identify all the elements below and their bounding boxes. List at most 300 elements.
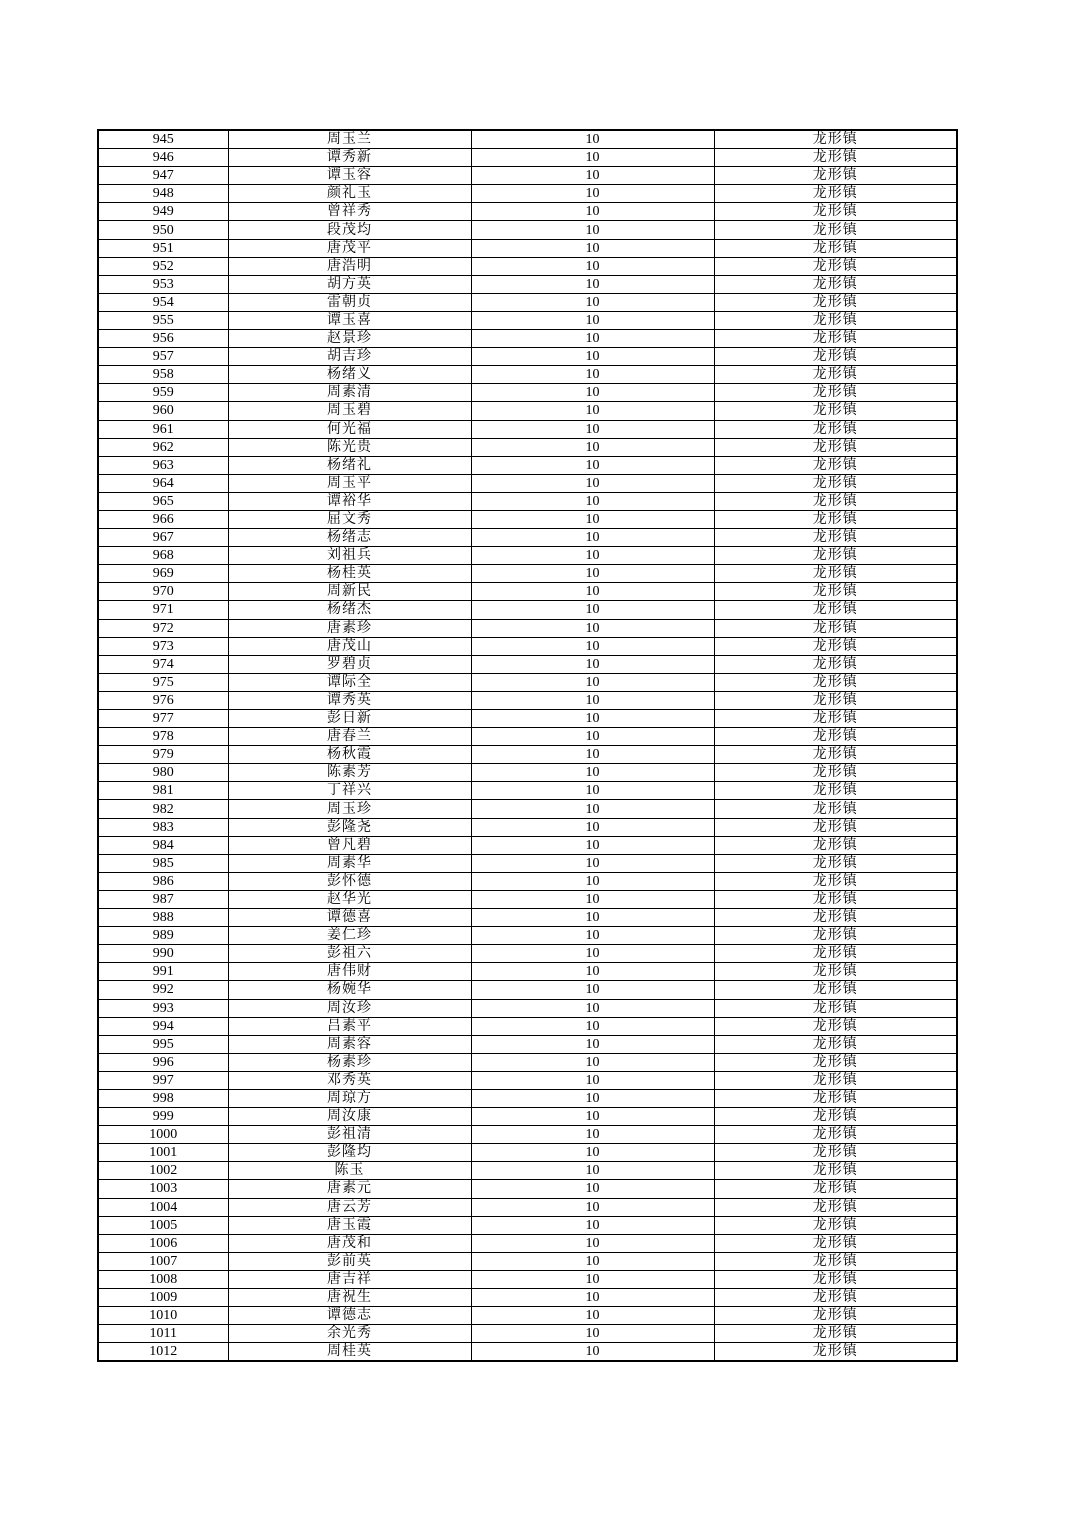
row-number-cell: 1005 — [98, 1216, 228, 1234]
town-cell: 龙形镇 — [714, 782, 957, 800]
table-row — [98, 185, 957, 203]
town-cell: 龙形镇 — [714, 1162, 957, 1180]
row-number-cell: 990 — [98, 945, 228, 963]
row-number-cell: 954 — [98, 293, 228, 311]
name-cell: 段茂均 — [228, 221, 471, 239]
table-row — [98, 872, 957, 890]
town-cell: 龙形镇 — [714, 601, 957, 619]
row-number-cell: 997 — [98, 1071, 228, 1089]
name-cell: 唐浩明 — [228, 257, 471, 275]
town-cell: 龙形镇 — [714, 981, 957, 999]
row-number-cell: 967 — [98, 529, 228, 547]
name-cell: 屈文秀 — [228, 510, 471, 528]
amount-cell: 10 — [471, 583, 714, 601]
amount-cell: 10 — [471, 1162, 714, 1180]
amount-cell: 10 — [471, 909, 714, 927]
amount-cell: 10 — [471, 655, 714, 673]
amount-cell: 10 — [471, 1216, 714, 1234]
row-number-cell: 948 — [98, 185, 228, 203]
name-cell: 杨绪志 — [228, 529, 471, 547]
town-cell: 龙形镇 — [714, 1289, 957, 1307]
table-row — [98, 1162, 957, 1180]
row-number-cell: 963 — [98, 456, 228, 474]
table-row — [98, 348, 957, 366]
row-number-cell: 1003 — [98, 1180, 228, 1198]
name-cell: 唐茂平 — [228, 239, 471, 257]
amount-cell: 10 — [471, 474, 714, 492]
amount-cell: 10 — [471, 782, 714, 800]
town-cell: 龙形镇 — [714, 239, 957, 257]
row-number-cell: 980 — [98, 764, 228, 782]
town-cell: 龙形镇 — [714, 456, 957, 474]
row-number-cell: 993 — [98, 999, 228, 1017]
row-number-cell: 982 — [98, 800, 228, 818]
table-row — [98, 529, 957, 547]
table-row — [98, 1343, 957, 1362]
name-cell: 胡吉珍 — [228, 348, 471, 366]
town-cell: 龙形镇 — [714, 1180, 957, 1198]
name-cell: 周汝康 — [228, 1108, 471, 1126]
name-cell: 周桂英 — [228, 1343, 471, 1362]
row-number-cell: 989 — [98, 927, 228, 945]
town-cell: 龙形镇 — [714, 1216, 957, 1234]
name-cell: 丁祥兴 — [228, 782, 471, 800]
table-row — [98, 1198, 957, 1216]
roster-table — [97, 129, 958, 1362]
table-row — [98, 1126, 957, 1144]
town-cell: 龙形镇 — [714, 547, 957, 565]
table-row — [98, 1180, 957, 1198]
amount-cell: 10 — [471, 945, 714, 963]
amount-cell: 10 — [471, 764, 714, 782]
row-number-cell: 965 — [98, 492, 228, 510]
row-number-cell: 991 — [98, 963, 228, 981]
amount-cell: 10 — [471, 999, 714, 1017]
amount-cell: 10 — [471, 1234, 714, 1252]
name-cell: 谭德志 — [228, 1307, 471, 1325]
amount-cell: 10 — [471, 601, 714, 619]
roster-table-body — [98, 130, 957, 1361]
row-number-cell: 985 — [98, 854, 228, 872]
town-cell: 龙形镇 — [714, 402, 957, 420]
table-row — [98, 637, 957, 655]
town-cell: 龙形镇 — [714, 257, 957, 275]
amount-cell: 10 — [471, 836, 714, 854]
amount-cell: 10 — [471, 529, 714, 547]
table-row — [98, 981, 957, 999]
town-cell: 龙形镇 — [714, 691, 957, 709]
amount-cell: 10 — [471, 1180, 714, 1198]
row-number-cell: 964 — [98, 474, 228, 492]
name-cell: 彭怀德 — [228, 872, 471, 890]
name-cell: 唐玉霞 — [228, 1216, 471, 1234]
table-row — [98, 293, 957, 311]
table-row — [98, 710, 957, 728]
table-row — [98, 257, 957, 275]
table-row — [98, 1108, 957, 1126]
town-cell: 龙形镇 — [714, 1108, 957, 1126]
amount-cell: 10 — [471, 456, 714, 474]
table-row — [98, 547, 957, 565]
table-row — [98, 311, 957, 329]
table-row — [98, 474, 957, 492]
town-cell: 龙形镇 — [714, 1053, 957, 1071]
name-cell: 陈光贵 — [228, 438, 471, 456]
town-cell: 龙形镇 — [714, 818, 957, 836]
table-row — [98, 691, 957, 709]
name-cell: 谭德喜 — [228, 909, 471, 927]
name-cell: 谭际全 — [228, 673, 471, 691]
name-cell: 杨桂英 — [228, 565, 471, 583]
name-cell: 唐春兰 — [228, 728, 471, 746]
town-cell: 龙形镇 — [714, 728, 957, 746]
name-cell: 曾祥秀 — [228, 203, 471, 221]
town-cell: 龙形镇 — [714, 909, 957, 927]
name-cell: 唐茂和 — [228, 1234, 471, 1252]
name-cell: 唐茂山 — [228, 637, 471, 655]
town-cell: 龙形镇 — [714, 836, 957, 854]
town-cell: 龙形镇 — [714, 746, 957, 764]
row-number-cell: 950 — [98, 221, 228, 239]
name-cell: 姜仁珍 — [228, 927, 471, 945]
row-number-cell: 959 — [98, 384, 228, 402]
amount-cell: 10 — [471, 1289, 714, 1307]
amount-cell: 10 — [471, 130, 714, 149]
name-cell: 彭祖清 — [228, 1126, 471, 1144]
name-cell: 罗碧贞 — [228, 655, 471, 673]
table-row — [98, 601, 957, 619]
row-number-cell: 987 — [98, 890, 228, 908]
town-cell: 龙形镇 — [714, 221, 957, 239]
row-number-cell: 981 — [98, 782, 228, 800]
town-cell: 龙形镇 — [714, 1017, 957, 1035]
table-row — [98, 945, 957, 963]
row-number-cell: 1012 — [98, 1343, 228, 1362]
name-cell: 唐吉祥 — [228, 1270, 471, 1288]
table-row — [98, 999, 957, 1017]
amount-cell: 10 — [471, 1017, 714, 1035]
town-cell: 龙形镇 — [714, 330, 957, 348]
row-number-cell: 970 — [98, 583, 228, 601]
row-number-cell: 988 — [98, 909, 228, 927]
row-number-cell: 971 — [98, 601, 228, 619]
name-cell: 谭玉喜 — [228, 311, 471, 329]
table-row — [98, 149, 957, 167]
name-cell: 彭隆尧 — [228, 818, 471, 836]
table-row — [98, 384, 957, 402]
town-cell: 龙形镇 — [714, 529, 957, 547]
town-cell: 龙形镇 — [714, 348, 957, 366]
town-cell: 龙形镇 — [714, 927, 957, 945]
table-row — [98, 854, 957, 872]
row-number-cell: 979 — [98, 746, 228, 764]
table-row — [98, 782, 957, 800]
row-number-cell: 983 — [98, 818, 228, 836]
town-cell: 龙形镇 — [714, 130, 957, 149]
amount-cell: 10 — [471, 1144, 714, 1162]
name-cell: 周素华 — [228, 854, 471, 872]
name-cell: 陈玉 — [228, 1162, 471, 1180]
row-number-cell: 976 — [98, 691, 228, 709]
amount-cell: 10 — [471, 492, 714, 510]
amount-cell: 10 — [471, 1270, 714, 1288]
name-cell: 周玉碧 — [228, 402, 471, 420]
amount-cell: 10 — [471, 510, 714, 528]
amount-cell: 10 — [471, 257, 714, 275]
amount-cell: 10 — [471, 330, 714, 348]
table-row — [98, 438, 957, 456]
row-number-cell: 949 — [98, 203, 228, 221]
amount-cell: 10 — [471, 981, 714, 999]
table-row — [98, 1234, 957, 1252]
town-cell: 龙形镇 — [714, 492, 957, 510]
amount-cell: 10 — [471, 293, 714, 311]
row-number-cell: 998 — [98, 1089, 228, 1107]
row-number-cell: 951 — [98, 239, 228, 257]
town-cell: 龙形镇 — [714, 872, 957, 890]
amount-cell: 10 — [471, 691, 714, 709]
name-cell: 唐伟财 — [228, 963, 471, 981]
town-cell: 龙形镇 — [714, 510, 957, 528]
row-number-cell: 1007 — [98, 1252, 228, 1270]
row-number-cell: 953 — [98, 275, 228, 293]
table-row — [98, 1089, 957, 1107]
name-cell: 陈素芳 — [228, 764, 471, 782]
row-number-cell: 1010 — [98, 1307, 228, 1325]
amount-cell: 10 — [471, 438, 714, 456]
town-cell: 龙形镇 — [714, 890, 957, 908]
amount-cell: 10 — [471, 185, 714, 203]
table-row — [98, 583, 957, 601]
town-cell: 龙形镇 — [714, 1126, 957, 1144]
name-cell: 彭前英 — [228, 1252, 471, 1270]
town-cell: 龙形镇 — [714, 565, 957, 583]
town-cell: 龙形镇 — [714, 655, 957, 673]
name-cell: 何光福 — [228, 420, 471, 438]
town-cell: 龙形镇 — [714, 583, 957, 601]
row-number-cell: 999 — [98, 1108, 228, 1126]
town-cell: 龙形镇 — [714, 1071, 957, 1089]
name-cell: 刘祖兵 — [228, 547, 471, 565]
name-cell: 周素清 — [228, 384, 471, 402]
town-cell: 龙形镇 — [714, 1307, 957, 1325]
amount-cell: 10 — [471, 1198, 714, 1216]
town-cell: 龙形镇 — [714, 420, 957, 438]
table-row — [98, 167, 957, 185]
table-row — [98, 1144, 957, 1162]
table-row — [98, 963, 957, 981]
row-number-cell: 969 — [98, 565, 228, 583]
name-cell: 彭日新 — [228, 710, 471, 728]
amount-cell: 10 — [471, 275, 714, 293]
row-number-cell: 978 — [98, 728, 228, 746]
amount-cell: 10 — [471, 203, 714, 221]
name-cell: 谭秀英 — [228, 691, 471, 709]
table-row — [98, 1307, 957, 1325]
table-row — [98, 330, 957, 348]
row-number-cell: 992 — [98, 981, 228, 999]
name-cell: 杨素珍 — [228, 1053, 471, 1071]
table-row — [98, 800, 957, 818]
amount-cell: 10 — [471, 890, 714, 908]
town-cell: 龙形镇 — [714, 673, 957, 691]
name-cell: 杨秋霞 — [228, 746, 471, 764]
town-cell: 龙形镇 — [714, 438, 957, 456]
amount-cell: 10 — [471, 1252, 714, 1270]
town-cell: 龙形镇 — [714, 1270, 957, 1288]
row-number-cell: 955 — [98, 311, 228, 329]
row-number-cell: 974 — [98, 655, 228, 673]
town-cell: 龙形镇 — [714, 945, 957, 963]
name-cell: 邓秀英 — [228, 1071, 471, 1089]
row-number-cell: 956 — [98, 330, 228, 348]
town-cell: 龙形镇 — [714, 185, 957, 203]
row-number-cell: 975 — [98, 673, 228, 691]
town-cell: 龙形镇 — [714, 1325, 957, 1343]
name-cell: 谭裕华 — [228, 492, 471, 510]
row-number-cell: 973 — [98, 637, 228, 655]
row-number-cell: 947 — [98, 167, 228, 185]
row-number-cell: 952 — [98, 257, 228, 275]
amount-cell: 10 — [471, 1071, 714, 1089]
amount-cell: 10 — [471, 402, 714, 420]
table-row — [98, 221, 957, 239]
amount-cell: 10 — [471, 637, 714, 655]
table-row — [98, 1252, 957, 1270]
row-number-cell: 1006 — [98, 1234, 228, 1252]
name-cell: 周玉平 — [228, 474, 471, 492]
amount-cell: 10 — [471, 1089, 714, 1107]
name-cell: 雷朝贞 — [228, 293, 471, 311]
amount-cell: 10 — [471, 673, 714, 691]
row-number-cell: 972 — [98, 619, 228, 637]
row-number-cell: 977 — [98, 710, 228, 728]
name-cell: 周玉兰 — [228, 130, 471, 149]
row-number-cell: 1002 — [98, 1162, 228, 1180]
amount-cell: 10 — [471, 963, 714, 981]
row-number-cell: 960 — [98, 402, 228, 420]
amount-cell: 10 — [471, 1343, 714, 1362]
row-number-cell: 945 — [98, 130, 228, 149]
amount-cell: 10 — [471, 420, 714, 438]
table-row — [98, 420, 957, 438]
amount-cell: 10 — [471, 366, 714, 384]
town-cell: 龙形镇 — [714, 167, 957, 185]
amount-cell: 10 — [471, 872, 714, 890]
town-cell: 龙形镇 — [714, 203, 957, 221]
town-cell: 龙形镇 — [714, 999, 957, 1017]
row-number-cell: 946 — [98, 149, 228, 167]
amount-cell: 10 — [471, 1325, 714, 1343]
table-row — [98, 818, 957, 836]
table-row — [98, 927, 957, 945]
name-cell: 周玉珍 — [228, 800, 471, 818]
table-row — [98, 619, 957, 637]
town-cell: 龙形镇 — [714, 1035, 957, 1053]
row-number-cell: 957 — [98, 348, 228, 366]
amount-cell: 10 — [471, 854, 714, 872]
table-row — [98, 1035, 957, 1053]
table-row — [98, 203, 957, 221]
name-cell: 唐祝生 — [228, 1289, 471, 1307]
row-number-cell: 984 — [98, 836, 228, 854]
name-cell: 杨绪义 — [228, 366, 471, 384]
row-number-cell: 962 — [98, 438, 228, 456]
table-row — [98, 239, 957, 257]
town-cell: 龙形镇 — [714, 311, 957, 329]
town-cell: 龙形镇 — [714, 384, 957, 402]
table-row — [98, 728, 957, 746]
table-row — [98, 402, 957, 420]
table-row — [98, 1325, 957, 1343]
row-number-cell: 966 — [98, 510, 228, 528]
name-cell: 唐素珍 — [228, 619, 471, 637]
table-row — [98, 130, 957, 149]
amount-cell: 10 — [471, 619, 714, 637]
amount-cell: 10 — [471, 221, 714, 239]
town-cell: 龙形镇 — [714, 474, 957, 492]
town-cell: 龙形镇 — [714, 1343, 957, 1362]
town-cell: 龙形镇 — [714, 619, 957, 637]
name-cell: 周素容 — [228, 1035, 471, 1053]
row-number-cell: 1009 — [98, 1289, 228, 1307]
name-cell: 杨绪杰 — [228, 601, 471, 619]
name-cell: 杨绪礼 — [228, 456, 471, 474]
town-cell: 龙形镇 — [714, 1144, 957, 1162]
town-cell: 龙形镇 — [714, 1234, 957, 1252]
table-row — [98, 655, 957, 673]
name-cell: 唐素元 — [228, 1180, 471, 1198]
town-cell: 龙形镇 — [714, 1089, 957, 1107]
table-row — [98, 1071, 957, 1089]
table-row — [98, 746, 957, 764]
amount-cell: 10 — [471, 348, 714, 366]
row-number-cell: 1004 — [98, 1198, 228, 1216]
row-number-cell: 986 — [98, 872, 228, 890]
amount-cell: 10 — [471, 239, 714, 257]
amount-cell: 10 — [471, 311, 714, 329]
table-row — [98, 1053, 957, 1071]
town-cell: 龙形镇 — [714, 963, 957, 981]
amount-cell: 10 — [471, 565, 714, 583]
amount-cell: 10 — [471, 818, 714, 836]
table-row — [98, 366, 957, 384]
town-cell: 龙形镇 — [714, 366, 957, 384]
table-row — [98, 1289, 957, 1307]
table-row — [98, 1216, 957, 1234]
name-cell: 彭隆均 — [228, 1144, 471, 1162]
table-row — [98, 764, 957, 782]
town-cell: 龙形镇 — [714, 800, 957, 818]
name-cell: 谭秀新 — [228, 149, 471, 167]
name-cell: 曾凡碧 — [228, 836, 471, 854]
amount-cell: 10 — [471, 1053, 714, 1071]
town-cell: 龙形镇 — [714, 1198, 957, 1216]
name-cell: 杨婉华 — [228, 981, 471, 999]
row-number-cell: 968 — [98, 547, 228, 565]
name-cell: 唐云芳 — [228, 1198, 471, 1216]
amount-cell: 10 — [471, 728, 714, 746]
table-row — [98, 1017, 957, 1035]
table-row — [98, 275, 957, 293]
amount-cell: 10 — [471, 746, 714, 764]
town-cell: 龙形镇 — [714, 275, 957, 293]
row-number-cell: 1008 — [98, 1270, 228, 1288]
name-cell: 胡方英 — [228, 275, 471, 293]
name-cell: 周新民 — [228, 583, 471, 601]
amount-cell: 10 — [471, 1307, 714, 1325]
table-row — [98, 565, 957, 583]
